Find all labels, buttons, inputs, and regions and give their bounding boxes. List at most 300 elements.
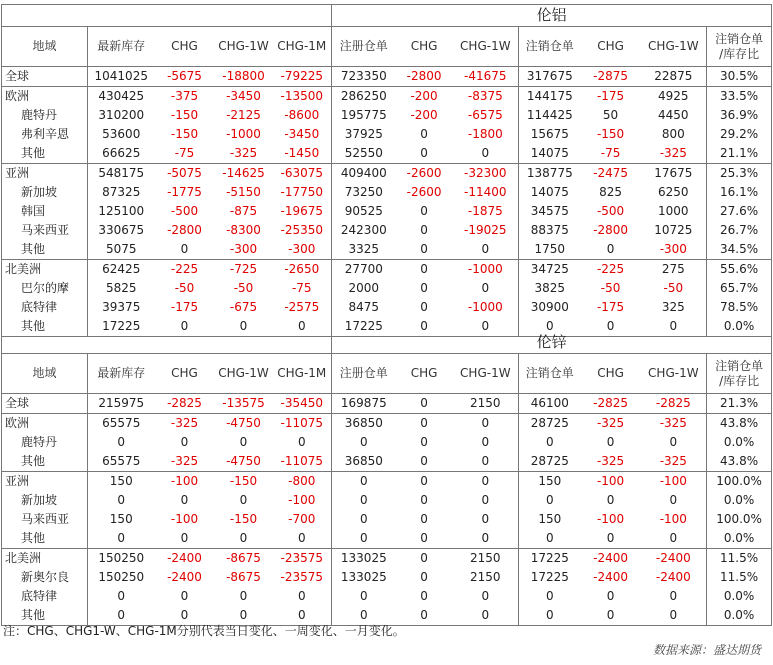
table-cell: 53600 [88, 125, 155, 144]
table-cell: -2575 [284, 300, 320, 314]
table-cell: 25.3% [707, 164, 772, 184]
table-cell: 548175 [88, 164, 155, 184]
table-cell: 34725 [519, 260, 581, 280]
table-cell: -2400 [155, 549, 215, 569]
table-cell: -2600 [406, 185, 442, 199]
table-cell: 88375 [519, 221, 581, 240]
table-cell: 0 [396, 549, 453, 569]
table-cell: -300 [229, 242, 258, 256]
table-cell: -1800 [467, 127, 503, 141]
table-cell: -1775 [167, 185, 202, 199]
table-cell: 2150 [470, 570, 501, 584]
region-label: 巴尔的摩 [2, 279, 88, 298]
column-header: 最新库存 [88, 27, 155, 67]
table-cell: 14075 [519, 144, 581, 164]
table-cell: 825 [599, 185, 623, 199]
column-header: CHG [396, 354, 453, 394]
table-cell: -4750 [226, 454, 261, 468]
table-cell: 39375 [88, 298, 155, 317]
table-cell: 26.7% [707, 221, 772, 240]
table-row [2, 106, 772, 125]
table-cell: -2800 [593, 223, 628, 237]
table-cell: 100.0% [707, 472, 772, 492]
table-cell: 0 [519, 433, 581, 452]
table-cell: 723350 [332, 67, 396, 87]
table-cell: 4925 [641, 87, 707, 107]
column-header: CHG-1W [215, 27, 273, 67]
table-cell: 34575 [519, 202, 581, 221]
table-row [2, 587, 772, 606]
table-cell: 0 [481, 531, 490, 545]
table-cell: 800 [661, 127, 685, 141]
table-cell: 0 [519, 317, 581, 337]
data-source: 数据来源：盛达期货 [652, 643, 761, 657]
table-cell: 0 [420, 146, 428, 160]
table-cell: 0 [519, 587, 581, 606]
table-cell: 8475 [332, 298, 396, 317]
table-cell: 90525 [332, 202, 396, 221]
table-cell: 2000 [332, 279, 396, 298]
table-cell: 310200 [88, 106, 155, 125]
table-cell: 0 [297, 531, 306, 545]
table-cell: 0 [519, 606, 581, 626]
column-header: CHG [581, 354, 641, 394]
column-header: 最新库存 [88, 354, 155, 394]
table-row [2, 67, 772, 87]
table-cell: -17750 [280, 185, 324, 199]
region-label: 北美洲 [2, 549, 88, 569]
table-cell: 0 [273, 606, 332, 626]
table-cell: -300 [288, 242, 316, 256]
table-cell: 2150 [470, 396, 501, 410]
table-cell: 215975 [88, 394, 155, 414]
table-cell: 0 [420, 454, 428, 468]
table-cell: -325 [229, 146, 258, 160]
table-cell: 0 [420, 223, 428, 237]
table-cell: 150 [519, 472, 581, 492]
table-cell: 0 [420, 300, 428, 314]
table-cell: 0 [239, 435, 248, 449]
table-cell: 0 [669, 589, 678, 603]
table-cell: 0 [453, 317, 519, 337]
table-cell: -1450 [284, 146, 320, 160]
table-cell: -175 [596, 300, 625, 314]
table-cell: 0 [420, 396, 428, 410]
table-cell: 0 [420, 127, 428, 141]
table-cell: 27700 [332, 260, 396, 280]
region-label: 其他 [2, 240, 88, 260]
region-label: 其他 [2, 144, 88, 164]
table-cell: 242300 [332, 221, 396, 240]
table-cell: -225 [581, 260, 641, 280]
column-header: 注销仓单 [519, 354, 581, 394]
table-cell: 286250 [332, 87, 396, 107]
table-cell: 17675 [641, 164, 707, 184]
table-cell: 0 [453, 414, 519, 434]
table-cell: 36850 [332, 414, 396, 434]
table-cell: 138775 [519, 164, 581, 184]
header-row [2, 27, 772, 67]
table-cell: -725 [215, 260, 273, 280]
table-cell: 4450 [658, 108, 689, 122]
table-row [2, 491, 772, 510]
table-cell: 0 [481, 512, 490, 526]
table-cell: -2400 [593, 570, 628, 584]
table-cell: 0 [481, 435, 490, 449]
table-cell: -63075 [273, 164, 332, 184]
table-cell: -150 [170, 108, 199, 122]
table-cell: 0 [332, 472, 396, 492]
table-cell: 0 [297, 435, 306, 449]
region-label: 新加坡 [2, 183, 88, 202]
table-row [2, 221, 772, 240]
table-cell: 30.5% [707, 67, 772, 87]
table-cell: -1000 [453, 260, 519, 280]
table-cell: 1000 [658, 204, 689, 218]
table-cell: -11075 [280, 454, 324, 468]
table-cell: 52550 [332, 144, 396, 164]
table-cell: -175 [170, 300, 199, 314]
table-cell: -75 [600, 146, 621, 160]
table-cell: -41675 [464, 69, 507, 83]
region-label: 马来西亚 [2, 221, 88, 240]
table-cell: -100 [596, 512, 625, 526]
table-cell: -2400 [167, 570, 202, 584]
table-cell: 0 [332, 606, 396, 626]
table-cell: 0 [481, 454, 490, 468]
table-cell: 0 [332, 491, 396, 510]
table-cell: -2825 [167, 396, 202, 410]
table-row [2, 279, 772, 298]
table-cell: -375 [155, 87, 215, 107]
column-header: CHG-1W [453, 354, 519, 394]
table-cell: 0 [180, 242, 189, 256]
table-cell: -50 [174, 281, 195, 295]
column-header: CHG-1M [273, 354, 332, 394]
table-cell: -675 [229, 300, 258, 314]
table-cell: 28725 [519, 452, 581, 472]
table-cell: 16.1% [707, 183, 772, 202]
table-cell: 65.7% [707, 279, 772, 298]
table-cell: -11400 [464, 185, 507, 199]
table-cell: 0 [420, 242, 428, 256]
table-row [2, 298, 772, 317]
table-cell: -2825 [593, 396, 628, 410]
table-cell: 36850 [332, 452, 396, 472]
table-cell: 0 [420, 435, 428, 449]
region-label: 亚洲 [2, 472, 88, 492]
table-cell: -6575 [467, 108, 503, 122]
table-cell: 17225 [519, 549, 581, 569]
table-cell: -325 [641, 414, 707, 434]
table-cell: 33.5% [707, 87, 772, 107]
table-cell: 14075 [519, 183, 581, 202]
table-cell: -3450 [215, 87, 273, 107]
table-cell: -325 [170, 454, 199, 468]
table-cell: -75 [291, 281, 312, 295]
table-cell: 2150 [453, 549, 519, 569]
table-cell: 3825 [519, 279, 581, 298]
table-cell: 17225 [519, 568, 581, 587]
table-cell: 0 [481, 281, 490, 295]
table-cell: -200 [410, 108, 438, 122]
table-cell: -4750 [215, 414, 273, 434]
table-row [2, 510, 772, 529]
table-cell: 0 [420, 493, 428, 507]
table-cell: -2125 [226, 108, 261, 122]
table-cell: -325 [581, 414, 641, 434]
table-cell: 0 [239, 589, 248, 603]
table-cell: 0 [88, 491, 155, 510]
table-row [2, 529, 772, 549]
table-cell: 66625 [88, 144, 155, 164]
table-cell: 0 [215, 317, 273, 337]
table-cell: 0 [606, 242, 615, 256]
table-cell: 62425 [88, 260, 155, 280]
table-cell: 0 [669, 531, 678, 545]
region-label: 全球 [2, 394, 88, 414]
region-label: 新加坡 [2, 491, 88, 510]
header-row [2, 354, 772, 394]
column-header-line: 注销仓单 [715, 31, 764, 46]
column-header: CHG-1W [215, 354, 273, 394]
table-cell: -5075 [155, 164, 215, 184]
title-spacer [2, 5, 332, 27]
table-cell: 125100 [88, 202, 155, 221]
table-cell: 0.0% [707, 317, 772, 337]
table-cell: 169875 [332, 394, 396, 414]
table-row [2, 144, 772, 164]
table-row [2, 240, 772, 260]
table-cell: 0 [88, 433, 155, 452]
table-cell: 65575 [88, 452, 155, 472]
table-cell: -11075 [273, 414, 332, 434]
table-cell: 0.0% [707, 491, 772, 510]
column-header [707, 27, 772, 67]
table-cell: -325 [155, 414, 215, 434]
table-cell: -500 [596, 204, 625, 218]
region-label: 马来西亚 [2, 510, 88, 529]
column-header-line: /库存比 [719, 46, 760, 61]
table-cell: 0 [420, 531, 428, 545]
table-cell: -325 [596, 454, 625, 468]
table-cell: 6250 [658, 185, 689, 199]
table-cell: 55.6% [707, 260, 772, 280]
table-cell: 0 [581, 606, 641, 626]
table-cell: 3325 [332, 240, 396, 260]
table-row [2, 568, 772, 587]
table-cell: 65575 [88, 414, 155, 434]
region-label: 其他 [2, 606, 88, 626]
table-cell: -325 [659, 146, 687, 160]
footnote: 注：CHG、CHG1-W、CHG-1M分别代表当日变化、一周变化、一月变化。 [3, 624, 405, 638]
table-row [2, 183, 772, 202]
column-header: 地域 [2, 354, 88, 394]
column-header: CHG-1W [453, 27, 519, 67]
table-cell: 21.1% [707, 144, 772, 164]
table-cell: 11.5% [707, 568, 772, 587]
table-cell: -150 [170, 127, 199, 141]
table-cell: -25350 [280, 223, 324, 237]
table-row [2, 414, 772, 434]
table-cell: -75 [174, 146, 195, 160]
table-cell: -2475 [581, 164, 641, 184]
table-cell: -3450 [284, 127, 320, 141]
table-cell: 0 [641, 606, 707, 626]
table-cell: -8675 [215, 549, 273, 569]
table-row [2, 164, 772, 184]
region-label: 其他 [2, 317, 88, 337]
table-cell: -2825 [655, 396, 691, 410]
table-cell: -2600 [396, 164, 453, 184]
table-cell: 114425 [519, 106, 581, 125]
table-cell: -8675 [226, 570, 261, 584]
table-cell: -1000 [226, 127, 261, 141]
region-label: 底特律 [2, 298, 88, 317]
table-row [2, 452, 772, 472]
column-header: CHG [155, 27, 215, 67]
table-cell: 50 [602, 108, 619, 122]
table-cell: 0 [239, 493, 248, 507]
table-cell: 0 [453, 472, 519, 492]
table-row [2, 125, 772, 144]
table-cell: 30900 [519, 298, 581, 317]
table-cell: -100 [155, 472, 215, 492]
section-title: 伦铝 [332, 5, 772, 27]
table-cell: 5075 [88, 240, 155, 260]
table-cell: -500 [170, 204, 199, 218]
table-cell: -2400 [655, 570, 691, 584]
table-cell: 0 [669, 493, 678, 507]
lme-aluminium-table [1, 4, 772, 337]
table-cell: 0 [332, 529, 396, 549]
table-cell: 1750 [519, 240, 581, 260]
table-cell: 275 [641, 260, 707, 280]
table-cell: -8600 [284, 108, 320, 122]
table-cell: -23575 [273, 549, 332, 569]
table-cell: 0 [606, 531, 615, 545]
table-cell: -8300 [226, 223, 261, 237]
table-cell: 0 [180, 531, 189, 545]
table-cell: -35450 [280, 396, 324, 410]
column-header-line: 注销仓单 [715, 358, 764, 373]
column-header: CHG [581, 27, 641, 67]
table-cell: 0.0% [707, 606, 772, 626]
table-cell: 0 [297, 589, 306, 603]
table-cell: 0 [420, 512, 428, 526]
table-row [2, 260, 772, 280]
region-label: 欧洲 [2, 414, 88, 434]
table-cell: -325 [659, 454, 687, 468]
table-cell: 195775 [332, 106, 396, 125]
table-cell: 34.5% [707, 240, 772, 260]
table-cell: -19675 [280, 204, 324, 218]
table-cell: -150 [229, 512, 258, 526]
table-cell: 0.0% [707, 529, 772, 549]
table-cell: -50 [600, 281, 621, 295]
table-cell: -79225 [280, 69, 324, 83]
table-cell: -2800 [406, 69, 442, 83]
table-cell: -100 [170, 512, 199, 526]
table-cell: 0 [180, 589, 189, 603]
table-cell: 43.8% [707, 414, 772, 434]
column-header [707, 354, 772, 394]
table-cell: -100 [581, 472, 641, 492]
table-cell: -100 [659, 512, 687, 526]
table-cell: 0 [581, 317, 641, 337]
table-cell: -2800 [167, 223, 202, 237]
column-header: 注册仓单 [332, 27, 396, 67]
table-row [2, 394, 772, 414]
region-label: 鹿特丹 [2, 433, 88, 452]
section-title: 伦锌 [332, 332, 772, 354]
table-row [2, 202, 772, 221]
table-cell: 78.5% [707, 298, 772, 317]
region-label: 韩国 [2, 202, 88, 221]
table-cell: 0 [88, 587, 155, 606]
table-cell: 0 [273, 317, 332, 337]
table-cell: 0 [396, 606, 453, 626]
table-cell: 22875 [654, 69, 693, 83]
table-cell: -13575 [222, 396, 265, 410]
table-cell: 17225 [88, 317, 155, 337]
column-header: 注销仓单 [519, 27, 581, 67]
table-cell: 27.6% [707, 202, 772, 221]
table-cell: 409400 [332, 164, 396, 184]
region-label: 底特律 [2, 587, 88, 606]
table-cell: -100 [641, 472, 707, 492]
table-cell: 150250 [88, 568, 155, 587]
table-cell: 0 [519, 529, 581, 549]
table-cell: 0 [332, 587, 396, 606]
table-cell: 46100 [519, 394, 581, 414]
table-cell: 0 [332, 510, 396, 529]
region-label: 欧洲 [2, 87, 88, 107]
region-label: 其他 [2, 452, 88, 472]
table-cell: 0.0% [707, 587, 772, 606]
table-cell: 43.8% [707, 452, 772, 472]
table-cell: 144175 [519, 87, 581, 107]
table-cell: 0 [180, 435, 189, 449]
table-cell: -23575 [280, 570, 324, 584]
table-cell: 0 [481, 146, 490, 160]
column-header-line: /库存比 [719, 373, 760, 388]
table-cell: 0 [396, 317, 453, 337]
table-cell: 430425 [88, 87, 155, 107]
table-row [2, 472, 772, 492]
table-cell: 29.2% [707, 125, 772, 144]
table-cell: 0 [606, 589, 615, 603]
table-cell: 150 [88, 472, 155, 492]
column-header: 地域 [2, 27, 88, 67]
table-cell: 37925 [332, 125, 396, 144]
table-cell: 15675 [519, 125, 581, 144]
table-cell: 73250 [332, 183, 396, 202]
table-cell: 5825 [88, 279, 155, 298]
table-cell: -50 [663, 281, 684, 295]
table-cell: -100 [288, 493, 316, 507]
table-cell: 0 [420, 204, 428, 218]
table-cell: 133025 [332, 568, 396, 587]
table-cell: 0 [420, 589, 428, 603]
table-cell: 21.3% [707, 394, 772, 414]
table-cell: 0 [606, 493, 615, 507]
region-label: 弗利辛恩 [2, 125, 88, 144]
table-cell: 330675 [88, 221, 155, 240]
table-cell: -1875 [467, 204, 503, 218]
table-cell: 0 [481, 242, 490, 256]
table-cell: -32300 [453, 164, 519, 184]
